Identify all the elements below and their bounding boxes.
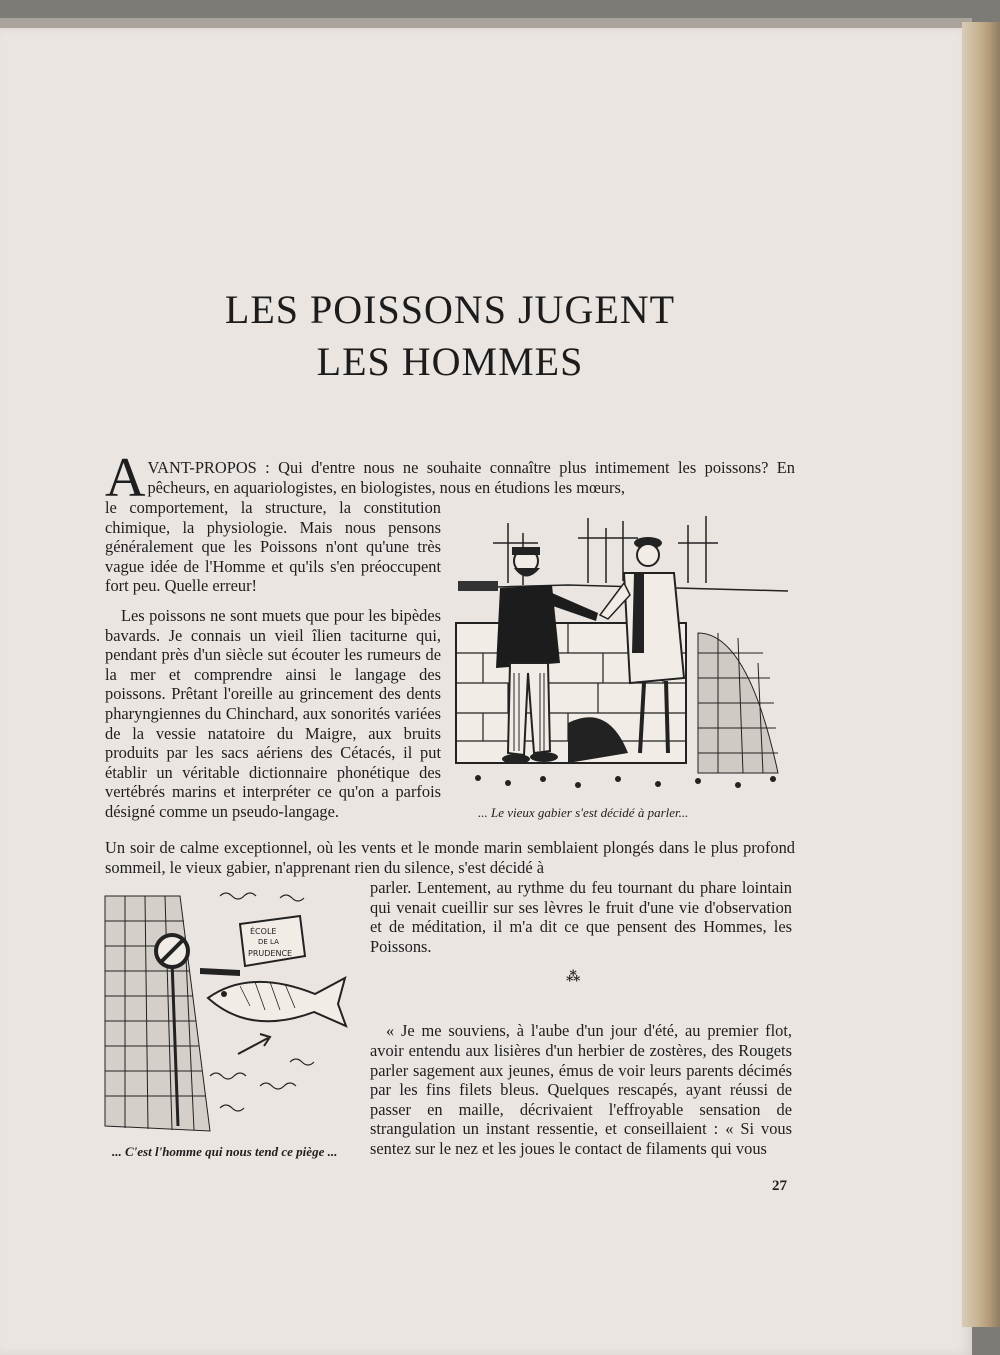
right-col-paragraph-2: « Je me souviens, à l'aube d'un jour d'été, au premier flot, avoir entendu aux lisières d'un herbier de zostères, des Rougets parler sagement aux jeunes, émus de voir leurs parents décimés par les fins filets bleus. Quelques rescapés, ayant réussi de passer en maille, décrivaient l'effroyable sensation de strangulation un instant ressentie, et conseillaient : « Si vous sentez sur le nez et les joues le contact de filaments qui vous [370,1021,792,1158]
sign-line2: DE LA [258,938,279,946]
right-column [370,878,792,1159]
page-title-line1: LES POISSONS JUGENT [224,287,676,332]
harbor-illustration [448,513,798,798]
right-col-paragraph-1: parler. Lentement, au rythme du feu tournant du phare lointain qui venait cueillir sur ses lèvres le fruit d'une vie d'observation et de méditation, il m'a dit ce que pensent des Hommes, les Poissons. [370,878,792,956]
left-col-paragraph-2: Les poissons ne sont muets que pour les bipèdes bavards. Je connais un vieil îlien taciturne qui, pendant près d'un siècle sut écouter les rumeurs de la mer et comprendre ainsi le langage des poissons. Prêtant l'oreille au grincement des dents pharyngiennes du Chinchard, aux sonorités variées de la vessie natatoire du Maigre, aux bruits produits par les sacs aériens des Cétacés, il put établir un véritable dictionnaire phonétique des vertébrés marins et interpréter ce qu'on a parfois désigné comme un pseudo-langage. [105,605,441,821]
asterism: ⁂ [566,969,581,985]
intro-first-lines: VANT-PROPOS : Qui d'entre nous ne souhaite connaître plus intimement les poissons? En pêcheurs, en aquariologistes, en biologistes, nous en étudions les mœurs, [147,458,795,497]
left-column [105,498,441,822]
page-title-line2: LES HOMMES [316,339,584,384]
drop-cap: A [105,447,146,509]
wide-paragraph: Un soir de calme exceptionnel, où les vents et le monde marin semblaient plongés dans le plus profond sommeil, le vieux gabier, n'apprenant rien du silence, s'est décidé à [105,838,795,877]
left-col-paragraph-1: le comportement, la structure, la constitution chimique, la physiologie. Mais nous pensons généralement que les Poissons n'ont qu'une très vague idée de l'Homme et qu'ils s'en préoccupent fort peu. Quelle erreur! [105,498,441,596]
page-fore-edge [962,22,1000,1327]
fish-trap-illustration [100,876,350,1138]
book-page [0,28,972,1355]
fish-caption: ... C'est l'homme qui nous tend ce piège ... [112,1144,338,1159]
fish-figure [208,978,346,1026]
sign-line1: ÉCOLE [250,927,277,936]
sign-line3: PRUDENCE [248,949,293,958]
intro-paragraph [105,447,795,509]
harbor-caption: ... Le vieux gabier s'est décidé à parler... [478,805,689,820]
page-number: 27 [772,1178,787,1194]
